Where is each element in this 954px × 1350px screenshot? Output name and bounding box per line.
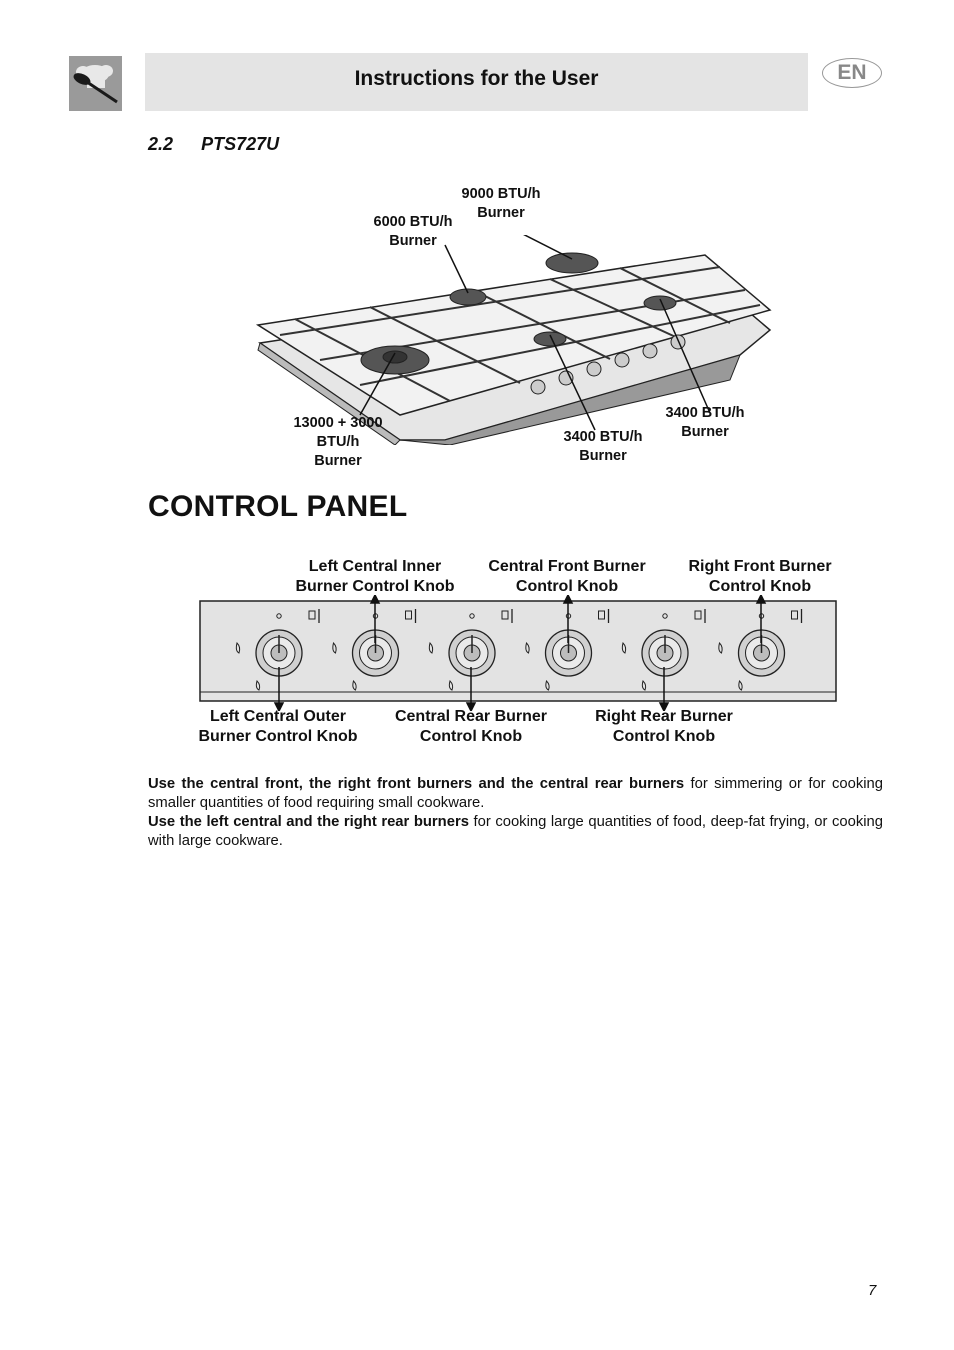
chef-logo-icon — [69, 56, 122, 111]
label-central-front: Central Front Burner Control Knob — [488, 558, 646, 595]
label-right-front: Right Front Burner Control Knob — [688, 558, 832, 595]
control-panel-diagram — [198, 595, 840, 711]
paragraph-2 — [148, 813, 883, 851]
section-model: PTS727U — [201, 134, 280, 154]
paragraph-2-rest: for cooking large quantities of food, deep-fat frying, or cooking with large cookware. — [148, 814, 884, 849]
label-9000-burner: 9000 BTU/h Burner — [461, 186, 541, 221]
label-3400-right-burner: 3400 BTU/h Burner — [665, 405, 745, 440]
label-left-central-outer: Left Central Outer Burner Control Knob — [198, 708, 358, 745]
paragraph-1 — [148, 775, 883, 813]
paragraph-1-rest: for simmering or for cooking smaller quantities of food requiring small cookware. — [148, 776, 883, 811]
page-title: Instructions for the User — [354, 67, 599, 90]
section-title — [148, 134, 279, 155]
label-central-rear: Central Rear Burner Control Knob — [394, 708, 548, 745]
section-number: 2.2 — [148, 134, 174, 154]
language-badge: EN — [822, 58, 882, 88]
body-text — [148, 775, 883, 851]
label-13000-burner: 13000 + 3000 BTU/h Burner — [293, 415, 383, 469]
paragraph-1-bold: Use the central front, the right front burners and the central rear burners — [148, 776, 685, 792]
label-3400-center-burner: 3400 BTU/h Burner — [563, 429, 643, 464]
control-panel-heading: CONTROL PANEL — [148, 490, 408, 523]
paragraph-2-bold: Use the left central and the right rear burners — [148, 814, 469, 830]
page-number: 7 — [868, 1282, 877, 1299]
label-6000-burner: 6000 BTU/h Burner — [373, 214, 453, 249]
label-left-central-inner: Left Central Inner Burner Control Knob — [295, 558, 455, 595]
label-right-rear: Right Rear Burner Control Knob — [595, 708, 733, 745]
